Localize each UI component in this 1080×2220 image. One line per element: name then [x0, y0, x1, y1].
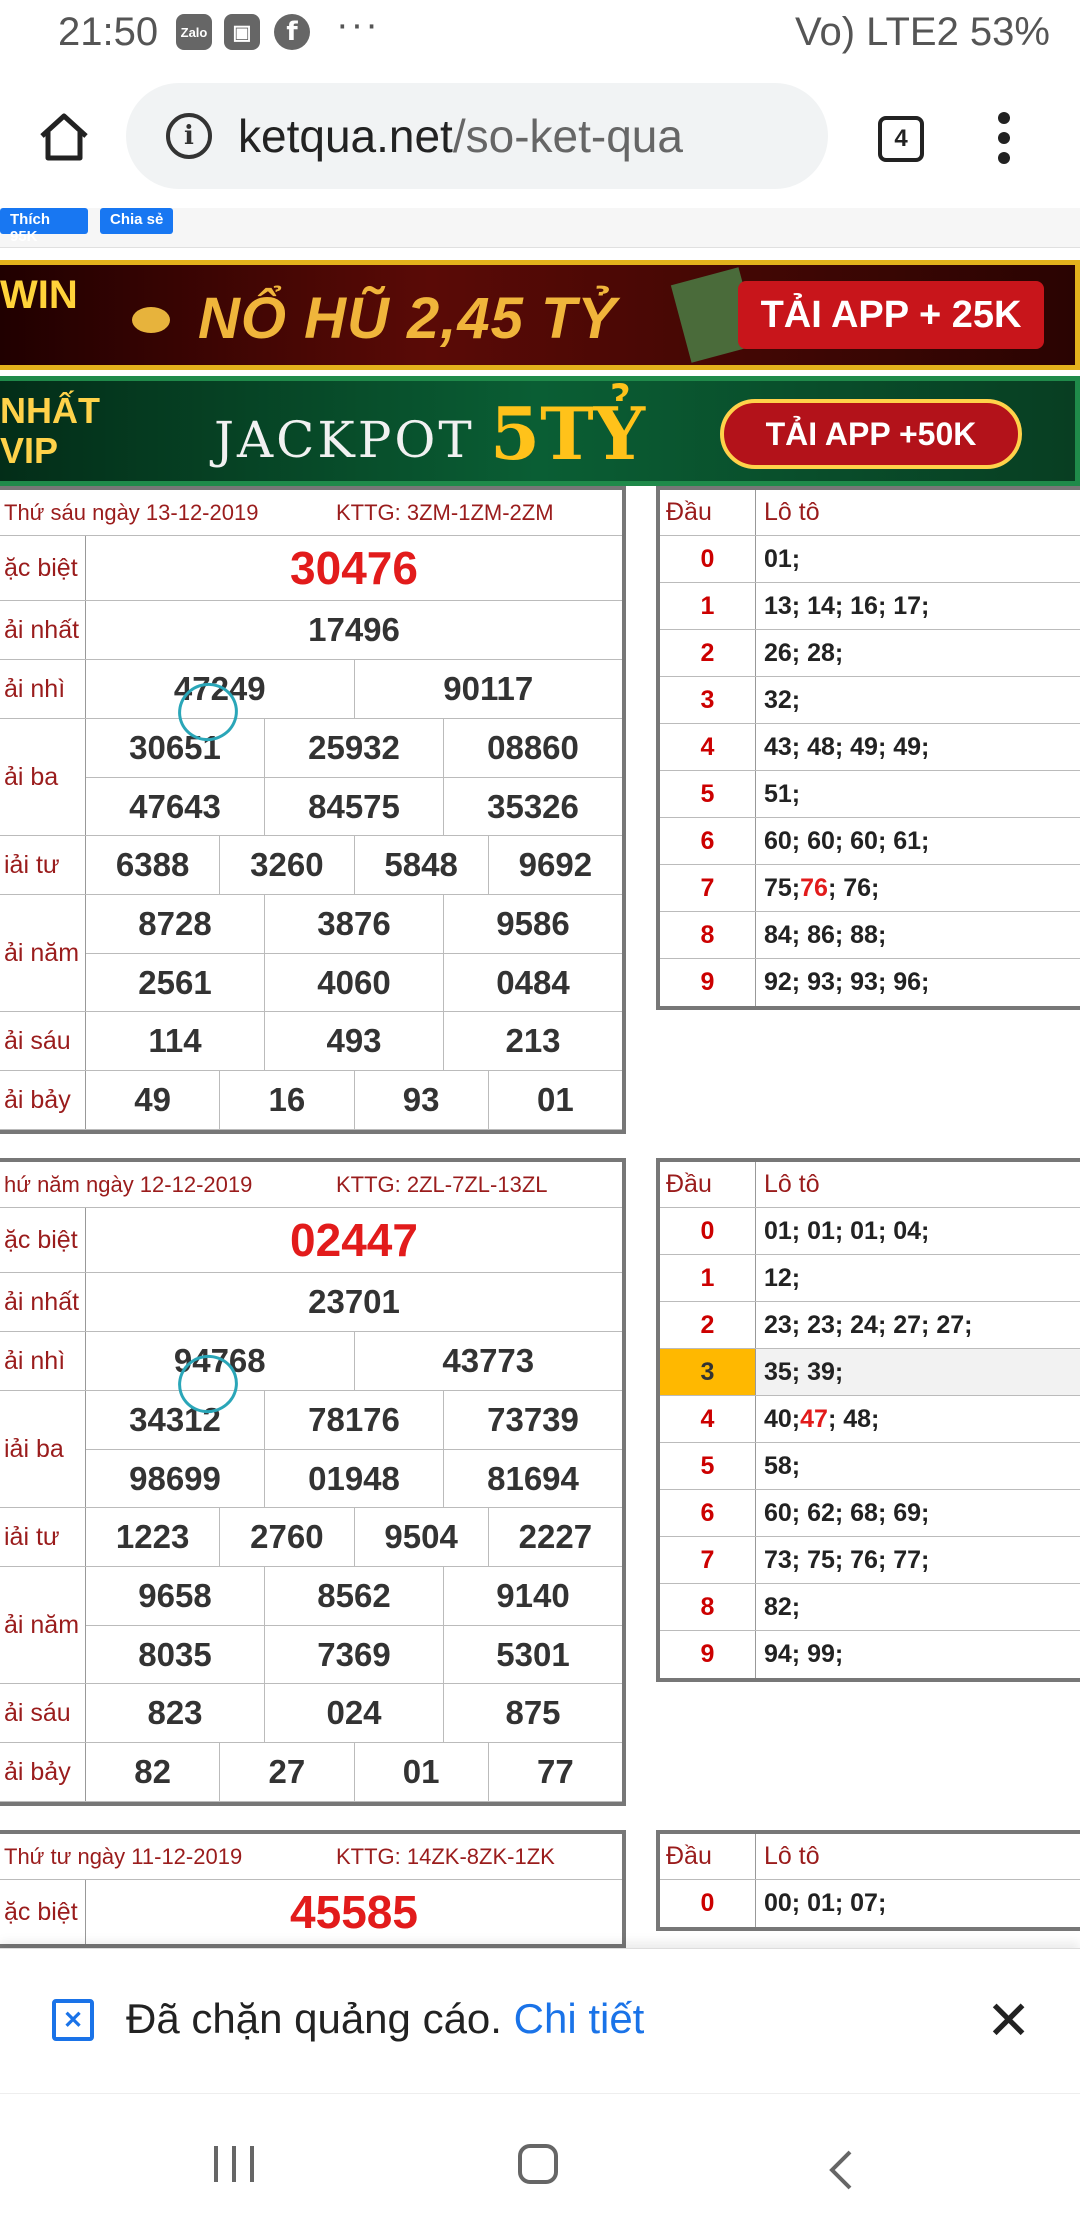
prize-number: 02447 — [290, 1214, 418, 1266]
loto-digit: 3 — [660, 1349, 756, 1395]
loto-digit: 6 — [660, 1490, 756, 1536]
prize-label: ải năm — [0, 895, 86, 1011]
prize-label: ặc biệt — [0, 1208, 86, 1272]
loto-values-pre: 40; — [764, 1404, 801, 1433]
prize-number: 23701 — [308, 1283, 400, 1320]
prize-number: 7369 — [264, 1626, 443, 1683]
prize-label: ải bảy — [0, 1071, 86, 1129]
loto-row — [660, 1302, 1080, 1349]
status-time: 21:50 — [58, 10, 159, 54]
loto-digit: 4 — [660, 724, 756, 770]
prize-number: 93 — [354, 1071, 488, 1129]
loto-row — [660, 1396, 1080, 1443]
ad-logo-line2: VIP — [0, 430, 59, 471]
prize-label: ải sáu — [0, 1012, 86, 1070]
ad-logo: WIN — [0, 273, 78, 317]
site-info-icon[interactable]: i — [166, 113, 212, 159]
prize-label: ải nhì — [0, 660, 86, 718]
loto-digit: 3 — [660, 677, 756, 723]
prize-number: 01 — [488, 1071, 622, 1129]
loto-digit: 7 — [660, 865, 756, 911]
prize-number: 17496 — [308, 611, 400, 648]
prize-number: 01948 — [264, 1450, 443, 1507]
like-button[interactable]: Thích 95K — [0, 208, 88, 234]
adblock-message — [126, 1995, 644, 2043]
prize-row — [0, 1743, 622, 1802]
draw-code: KTTG: 2ZL-7ZL-13ZL — [336, 1172, 548, 1197]
back-button[interactable] — [828, 2150, 854, 2190]
loto-digit: 0 — [660, 1880, 756, 1927]
prize-row — [0, 719, 622, 836]
loto-row — [660, 1631, 1080, 1678]
loto-digit: 2 — [660, 1302, 756, 1348]
status-bar — [0, 0, 1080, 68]
draw-date: Thứ tư ngày 11-12-2019 — [4, 1844, 243, 1869]
result-header — [0, 490, 622, 536]
prize-number: 0484 — [443, 954, 622, 1011]
prize-row — [0, 836, 622, 895]
prize-row — [0, 660, 622, 719]
prize-number: 49 — [134, 1081, 171, 1118]
coin-icon — [132, 307, 170, 333]
menu-icon[interactable] — [996, 112, 1012, 172]
loto-digit: 2 — [660, 630, 756, 676]
loto-row — [660, 865, 1080, 912]
prize-label: ải năm — [0, 1567, 86, 1683]
prize-label: ặc biệt — [0, 536, 86, 600]
loto-digit: 9 — [660, 959, 756, 1006]
status-right: Vo) LTE2 53% — [795, 10, 1050, 54]
loto-row — [660, 1349, 1080, 1396]
draw-code: KTTG: 3ZM-1ZM-2ZM — [336, 500, 554, 525]
loto-row — [660, 1537, 1080, 1584]
prize-number: 8035 — [138, 1635, 212, 1673]
prize-number: 81694 — [443, 1450, 622, 1507]
loto-row — [660, 1255, 1080, 1302]
result-header — [0, 1162, 622, 1208]
loto-digit: 5 — [660, 771, 756, 817]
prize-number: 16 — [219, 1071, 353, 1129]
loto-values-pre: 75; — [764, 873, 801, 902]
address-bar[interactable] — [126, 83, 828, 189]
prize-number: 1223 — [115, 1518, 190, 1555]
prize-number: 77 — [488, 1743, 622, 1801]
browser-toolbar — [0, 68, 1080, 208]
loto-row — [660, 912, 1080, 959]
prize-row — [0, 1684, 622, 1743]
zalo-icon: Zalo — [176, 14, 212, 50]
home-icon[interactable] — [36, 108, 92, 164]
loto-values — [756, 865, 1080, 911]
prize-number: 27 — [219, 1743, 353, 1801]
loto-values: 35; 39; — [756, 1349, 1080, 1395]
prize-number: 213 — [443, 1012, 622, 1070]
loto-row — [660, 724, 1080, 771]
loto-digit: 4 — [660, 1396, 756, 1442]
prize-number: 9586 — [443, 895, 622, 953]
result-table — [0, 1830, 626, 1948]
prize-number: 2760 — [219, 1508, 353, 1566]
loto-values: 58; — [764, 1451, 801, 1480]
loto-values: 82; — [764, 1592, 801, 1621]
prize-row — [0, 1567, 622, 1684]
loto-digit: 6 — [660, 818, 756, 864]
draw-date: hứ năm ngày 12-12-2019 — [4, 1172, 253, 1197]
adblock-details-link[interactable]: Chi tiết — [513, 1995, 645, 2042]
ad-cta-button[interactable]: TẢI APP +50K — [720, 399, 1022, 469]
loto-digit: 0 — [660, 1208, 756, 1254]
prize-row — [0, 1880, 622, 1944]
gallery-icon: ▣ — [224, 14, 260, 50]
loto-row — [660, 630, 1080, 677]
prize-number: 875 — [443, 1684, 622, 1742]
loto-digit: 5 — [660, 1443, 756, 1489]
loto-values: 00; 01; 07; — [764, 1889, 887, 1917]
prize-row — [0, 536, 622, 601]
prize-number: 43773 — [354, 1332, 623, 1390]
prize-number: 4060 — [264, 954, 443, 1011]
prize-row — [0, 1332, 622, 1391]
prize-label: ải sáu — [0, 1684, 86, 1742]
ad-logo-line1: NHẤT — [0, 390, 100, 431]
loto-digit: 8 — [660, 1584, 756, 1630]
adblock-notice — [0, 1948, 1080, 2093]
loto-values: 60; 60; 60; 61; — [764, 826, 930, 855]
prize-row — [0, 1071, 622, 1130]
loto-row — [660, 959, 1080, 1006]
prize-label: iải tư — [0, 836, 86, 894]
prize-label: ải nhất — [0, 1273, 86, 1331]
loto-row — [660, 1208, 1080, 1255]
prize-row — [0, 1273, 622, 1332]
prize-number: 01 — [354, 1743, 488, 1801]
loto-values: 12; — [764, 1263, 801, 1292]
share-button[interactable]: Chia sẻ — [100, 208, 173, 234]
loto-values: 23; 23; 24; 27; 27; — [764, 1310, 973, 1339]
home-button[interactable] — [518, 2144, 558, 2184]
prize-number: 114 — [148, 1022, 202, 1059]
prize-number: 35326 — [443, 778, 622, 835]
loto-table — [656, 486, 1080, 1010]
loto-row — [660, 818, 1080, 865]
loto-digit: 9 — [660, 1631, 756, 1678]
loto-values-post: ; 48; — [827, 1404, 880, 1433]
loto-values: 73; 75; 76; 77; — [764, 1545, 930, 1574]
loto-head-dau: Đầu — [660, 1162, 756, 1207]
loto-values: 32; — [764, 685, 801, 714]
loto-values: 43; 48; 49; 49; — [764, 732, 930, 761]
loto-values: 01; — [764, 544, 801, 573]
blocked-ad-icon: ✕ — [52, 1999, 94, 2041]
loto-head-loto: Lô tô — [764, 1170, 820, 1198]
prize-number: 3876 — [264, 895, 443, 953]
more-notifications-icon: ··· — [336, 4, 380, 46]
prize-number: 25932 — [264, 719, 443, 777]
prize-row — [0, 601, 622, 660]
tab-switcher-button[interactable]: 4 — [878, 116, 924, 162]
prize-label: iải ba — [0, 1391, 86, 1507]
prize-number: 9504 — [354, 1508, 488, 1566]
loto-head-dau: Đầu — [660, 490, 756, 535]
loto-values: 51; — [764, 779, 801, 808]
prize-label: ải nhì — [0, 1332, 86, 1390]
loto-row — [660, 536, 1080, 583]
result-table — [0, 486, 626, 1134]
ad-logo — [0, 391, 100, 471]
loto-digit: 1 — [660, 583, 756, 629]
prize-number: 94768 — [173, 1342, 266, 1379]
loto-digit: 1 — [660, 1255, 756, 1301]
close-icon[interactable]: ✕ — [986, 1989, 1032, 2052]
prize-number: 30651 — [129, 729, 221, 766]
loto-table — [656, 1158, 1080, 1682]
recent-apps-button[interactable] — [214, 2146, 254, 2182]
prize-number: 9658 — [138, 1577, 212, 1614]
result-table — [0, 1158, 626, 1806]
loto-values: 92; 93; 93; 96; — [764, 968, 930, 996]
loto-row — [660, 1584, 1080, 1631]
prize-row — [0, 1012, 622, 1071]
prize-row — [0, 1508, 622, 1567]
loto-row — [660, 583, 1080, 630]
loto-values: 84; 86; 88; — [764, 920, 887, 949]
loto-head-dau: Đầu — [660, 1834, 756, 1879]
prize-number: 73739 — [443, 1391, 622, 1449]
prize-number: 08860 — [443, 719, 622, 777]
prize-number: 45585 — [290, 1886, 418, 1938]
prize-number: 84575 — [264, 778, 443, 835]
prize-label: iải tư — [0, 1508, 86, 1566]
prize-number: 34312 — [129, 1401, 221, 1438]
prize-row — [0, 1208, 622, 1273]
loto-table — [656, 1830, 1080, 1931]
prize-number: 5848 — [354, 836, 488, 894]
loto-digit: 7 — [660, 1537, 756, 1583]
prize-label: ải bảy — [0, 1743, 86, 1801]
loto-row — [660, 1880, 1080, 1927]
ad-banner-jackpot[interactable] — [0, 376, 1080, 486]
loto-special-value: 47 — [800, 1404, 828, 1433]
url-text[interactable] — [238, 109, 683, 163]
prize-number: 90117 — [354, 660, 623, 718]
loto-head-loto: Lô tô — [764, 1842, 820, 1870]
loto-row — [660, 1490, 1080, 1537]
ad-jackpot-label: JACKPOT — [214, 411, 475, 469]
prize-number: 5301 — [443, 1626, 622, 1683]
prize-number: 823 — [147, 1694, 203, 1731]
system-nav-bar — [0, 2093, 1080, 2220]
url-path: /so-ket-qua — [452, 110, 683, 162]
prize-row — [0, 1391, 622, 1508]
adblock-text: Đã chặn quảng cáo. — [126, 1995, 502, 2042]
url-domain: ketqua.net — [238, 110, 453, 162]
loto-values — [756, 1396, 1080, 1442]
prize-number: 8728 — [138, 905, 212, 942]
page-content — [0, 208, 1080, 1948]
ad-headline: NỔ HŨ 2,45 TỶ — [198, 286, 618, 351]
prize-number: 6388 — [115, 846, 190, 883]
loto-row — [660, 1443, 1080, 1490]
loto-digit: 8 — [660, 912, 756, 958]
loto-values: 26; 28; — [764, 638, 844, 667]
prize-number: 8562 — [264, 1567, 443, 1625]
prize-number: 47249 — [173, 670, 266, 707]
prize-number: 47643 — [129, 787, 221, 825]
ad-cta-button[interactable]: TẢI APP + 25K — [738, 281, 1044, 349]
prize-number: 2561 — [138, 963, 212, 1001]
social-strip — [0, 208, 1080, 248]
loto-values-post: ; 76; — [827, 873, 880, 902]
loto-values: 01; 01; 01; 04; — [764, 1216, 930, 1245]
prize-number: 3260 — [219, 836, 353, 894]
ad-banner-nohu[interactable] — [0, 260, 1080, 370]
result-header — [0, 1834, 622, 1880]
prize-number: 2227 — [488, 1508, 622, 1566]
loto-row — [660, 677, 1080, 724]
prize-label: ải ba — [0, 719, 86, 835]
prize-number: 82 — [134, 1753, 171, 1790]
prize-label: ải nhất — [0, 601, 86, 659]
loto-digit: 0 — [660, 536, 756, 582]
prize-number: 493 — [264, 1012, 443, 1070]
draw-date: Thứ sáu ngày 13-12-2019 — [4, 500, 259, 525]
prize-number: 024 — [264, 1684, 443, 1742]
loto-row — [660, 771, 1080, 818]
prize-number: 9692 — [488, 836, 622, 894]
prize-number: 78176 — [264, 1391, 443, 1449]
prize-label: ặc biệt — [0, 1880, 86, 1944]
prize-number: 30476 — [290, 542, 418, 594]
loto-special-value: 76 — [800, 873, 828, 902]
facebook-icon: f — [274, 14, 310, 50]
ad-jackpot-amount: 5TỶ — [490, 391, 646, 476]
prize-row — [0, 895, 622, 1012]
loto-values: 60; 62; 68; 69; — [764, 1498, 930, 1527]
prize-number: 98699 — [129, 1459, 221, 1497]
loto-values: 13; 14; 16; 17; — [764, 591, 930, 620]
loto-values: 94; 99; — [764, 1640, 844, 1668]
prize-number: 9140 — [443, 1567, 622, 1625]
draw-code: KTTG: 14ZK-8ZK-1ZK — [336, 1844, 555, 1869]
loto-head-loto: Lô tô — [764, 498, 820, 526]
